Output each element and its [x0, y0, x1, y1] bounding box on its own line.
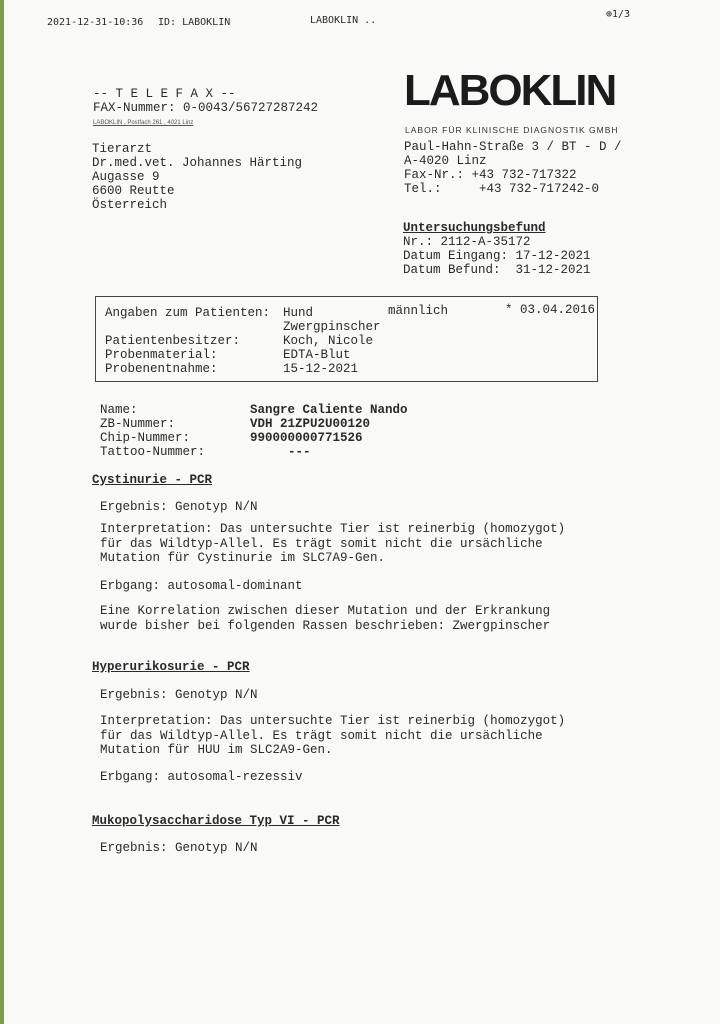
sampling-date: 15-12-2021 — [283, 362, 359, 376]
correlation-line: Eine Korrelation zwischen dieser Mutation und der Erkrankung — [100, 604, 551, 618]
species: Hund — [283, 306, 314, 320]
interpretation-line: Mutation für HUU im SLC2A9-Gen. — [100, 743, 333, 757]
patient-label: Angaben zum Patienten: — [105, 306, 271, 320]
section-heading: Cystinurie - PCR — [92, 473, 213, 487]
lab-address-line: Paul-Hahn-Straße 3 / BT - D / — [404, 140, 622, 154]
animal-name: Sangre Caliente Nando — [250, 403, 408, 417]
fax-sender: LABOKLIN .. — [310, 15, 377, 26]
breed: Zwergpinscher — [283, 320, 381, 334]
interpretation-line: Interpretation: Das untersuchte Tier ist reinerbig (homozygot) — [100, 522, 566, 536]
date-received: Datum Eingang: 17-12-2021 — [403, 249, 591, 263]
report-title: Untersuchungsbefund — [403, 221, 546, 235]
fax-id: ID: LABOKLIN — [158, 17, 231, 28]
fax-number: FAX-Nummer: 0-0043/56727287242 — [93, 101, 319, 115]
inheritance: Erbgang: autosomal-dominant — [100, 579, 303, 593]
birth-date: * 03.04.2016 — [505, 303, 596, 317]
return-address: LABOKLIN , Postfach 261 , 4021 Linz — [93, 120, 194, 126]
tattoo-number: --- — [288, 445, 311, 459]
date-report: Datum Befund: 31-12-2021 — [403, 263, 591, 277]
recipient-line: Augasse 9 — [92, 170, 160, 184]
correlation-line: wurde bisher bei folgenden Rassen beschrieben: Zwergpinscher — [100, 619, 551, 633]
interpretation-line: Interpretation: Das untersuchte Tier ist reinerbig (homozygot) — [100, 714, 566, 728]
tattoo-label: Tattoo-Nummer: — [100, 445, 206, 459]
telefax-title: -- T E L E F A X -- — [93, 87, 236, 101]
section-heading: Hyperurikosurie - PCR — [92, 660, 250, 674]
name-label: Name: — [100, 403, 138, 417]
chip-number: 990000000771526 — [250, 431, 363, 445]
recipient-line: Tierarzt — [92, 142, 153, 156]
recipient-line: 6600 Reutte — [92, 184, 175, 198]
result: Ergebnis: Genotyp N/N — [100, 688, 258, 702]
inheritance: Erbgang: autosomal-rezessiv — [100, 770, 303, 784]
owner: Koch, Nicole — [283, 334, 374, 348]
chip-label: Chip-Nummer: — [100, 431, 191, 445]
report-number: Nr.: 2112-A-35172 — [403, 235, 531, 249]
lab-subtitle: LABOR FÜR KLINISCHE DIAGNOSTIK GMBH — [405, 125, 619, 135]
page-number: ⊕1/3 — [606, 9, 631, 20]
recipient-line: Österreich — [92, 198, 168, 212]
interpretation-line: für das Wildtyp-Allel. Es trägt somit nicht die ursächliche — [100, 537, 543, 551]
interpretation-line: für das Wildtyp-Allel. Es trägt somit nicht die ursächliche — [100, 729, 543, 743]
result: Ergebnis: Genotyp N/N — [100, 841, 258, 855]
sampling-label: Probenentnahme: — [105, 362, 218, 376]
result: Ergebnis: Genotyp N/N — [100, 500, 258, 514]
fax-timestamp: 2021-12-31-10:36 — [47, 17, 144, 28]
material-label: Probenmaterial: — [105, 348, 218, 362]
lab-fax: Fax-Nr.: +43 732-717322 — [404, 168, 577, 182]
zb-label: ZB-Nummer: — [100, 417, 176, 431]
lab-address-line: A-4020 Linz — [404, 154, 487, 168]
zb-number: VDH 21ZPU2U00120 — [250, 417, 371, 431]
sex: männlich — [388, 304, 449, 318]
material: EDTA-Blut — [283, 348, 351, 362]
section-heading: Mukopolysaccharidose Typ VI - PCR — [92, 814, 340, 828]
owner-label: Patientenbesitzer: — [105, 334, 241, 348]
interpretation-line: Mutation für Cystinurie im SLC7A9-Gen. — [100, 551, 386, 565]
lab-phone: Tel.: +43 732-717242-0 — [404, 182, 600, 196]
laboklin-logo: LABOKLIN — [404, 66, 616, 115]
recipient-line: Dr.med.vet. Johannes Härting — [92, 156, 303, 170]
